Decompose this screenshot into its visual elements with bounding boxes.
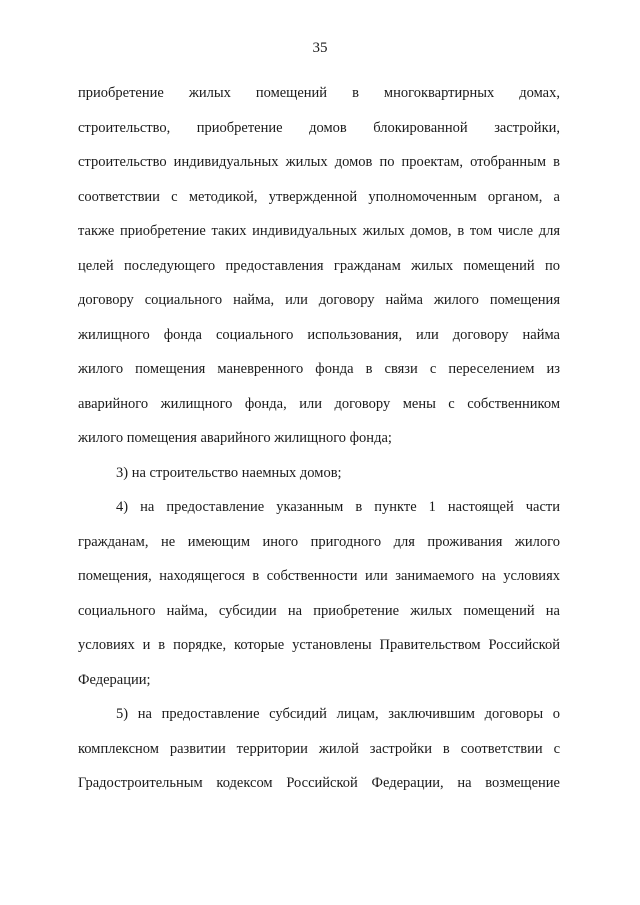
text-line: условиях и в порядке, которые установлены Правительством Российской — [78, 637, 560, 653]
text-line: соответствии с методикой, утвержденной уполномоченным органом, а — [78, 188, 560, 205]
text-line: приобретение жилых помещений в многоквартирных домах, — [78, 85, 560, 101]
text-line: Федерации; — [78, 671, 151, 688]
text-line: целей последующего предоставления гражданам жилых помещений по — [78, 257, 560, 274]
text-line: социального найма, субсидии на приобретение жилых помещений на — [78, 602, 560, 619]
text-line: строительство, приобретение домов блокированной застройки, — [78, 119, 560, 136]
text-line: 3) на строительство наемных домов; — [116, 464, 342, 481]
text-line: жилого помещения маневренного фонда в связи с переселением из — [78, 361, 560, 377]
text-line: 5) на предоставление субсидий лицам, заключившим договоры о — [116, 706, 560, 722]
text-line: строительство индивидуальных жилых домов по проектам, отобранным в — [78, 154, 560, 170]
paragraph-item-5 — [78, 697, 560, 801]
page-number: 35 — [312, 40, 328, 56]
paragraph-continued — [78, 76, 560, 456]
text-line: Градостроительным кодексом Российской Федерации, на возмещение — [78, 775, 560, 791]
text-line: гражданам, не имеющим иного пригодного для проживания жилого — [78, 533, 560, 550]
text-line: жилищного фонда социального использования, или договору найма — [78, 326, 560, 343]
text-line: помещения, находящегося в собственности или занимаемого на условиях — [78, 568, 560, 584]
text-line: жилого помещения аварийного жилищного фонда; — [78, 430, 392, 446]
paragraph-item-3 — [78, 456, 560, 491]
paragraph-item-4 — [78, 490, 560, 697]
text-line: договору социального найма, или договору найма жилого помещения — [78, 292, 560, 308]
text-line: комплексном развитии территории жилой застройки в соответствии с — [78, 740, 560, 757]
document-body — [78, 76, 560, 801]
text-line: аварийного жилищного фонда, или договору мены с собственником — [78, 395, 560, 412]
text-line: также приобретение таких индивидуальных жилых домов, в том числе для — [78, 223, 560, 239]
text-line: 4) на предоставление указанным в пункте 1 настоящей части — [116, 499, 560, 515]
